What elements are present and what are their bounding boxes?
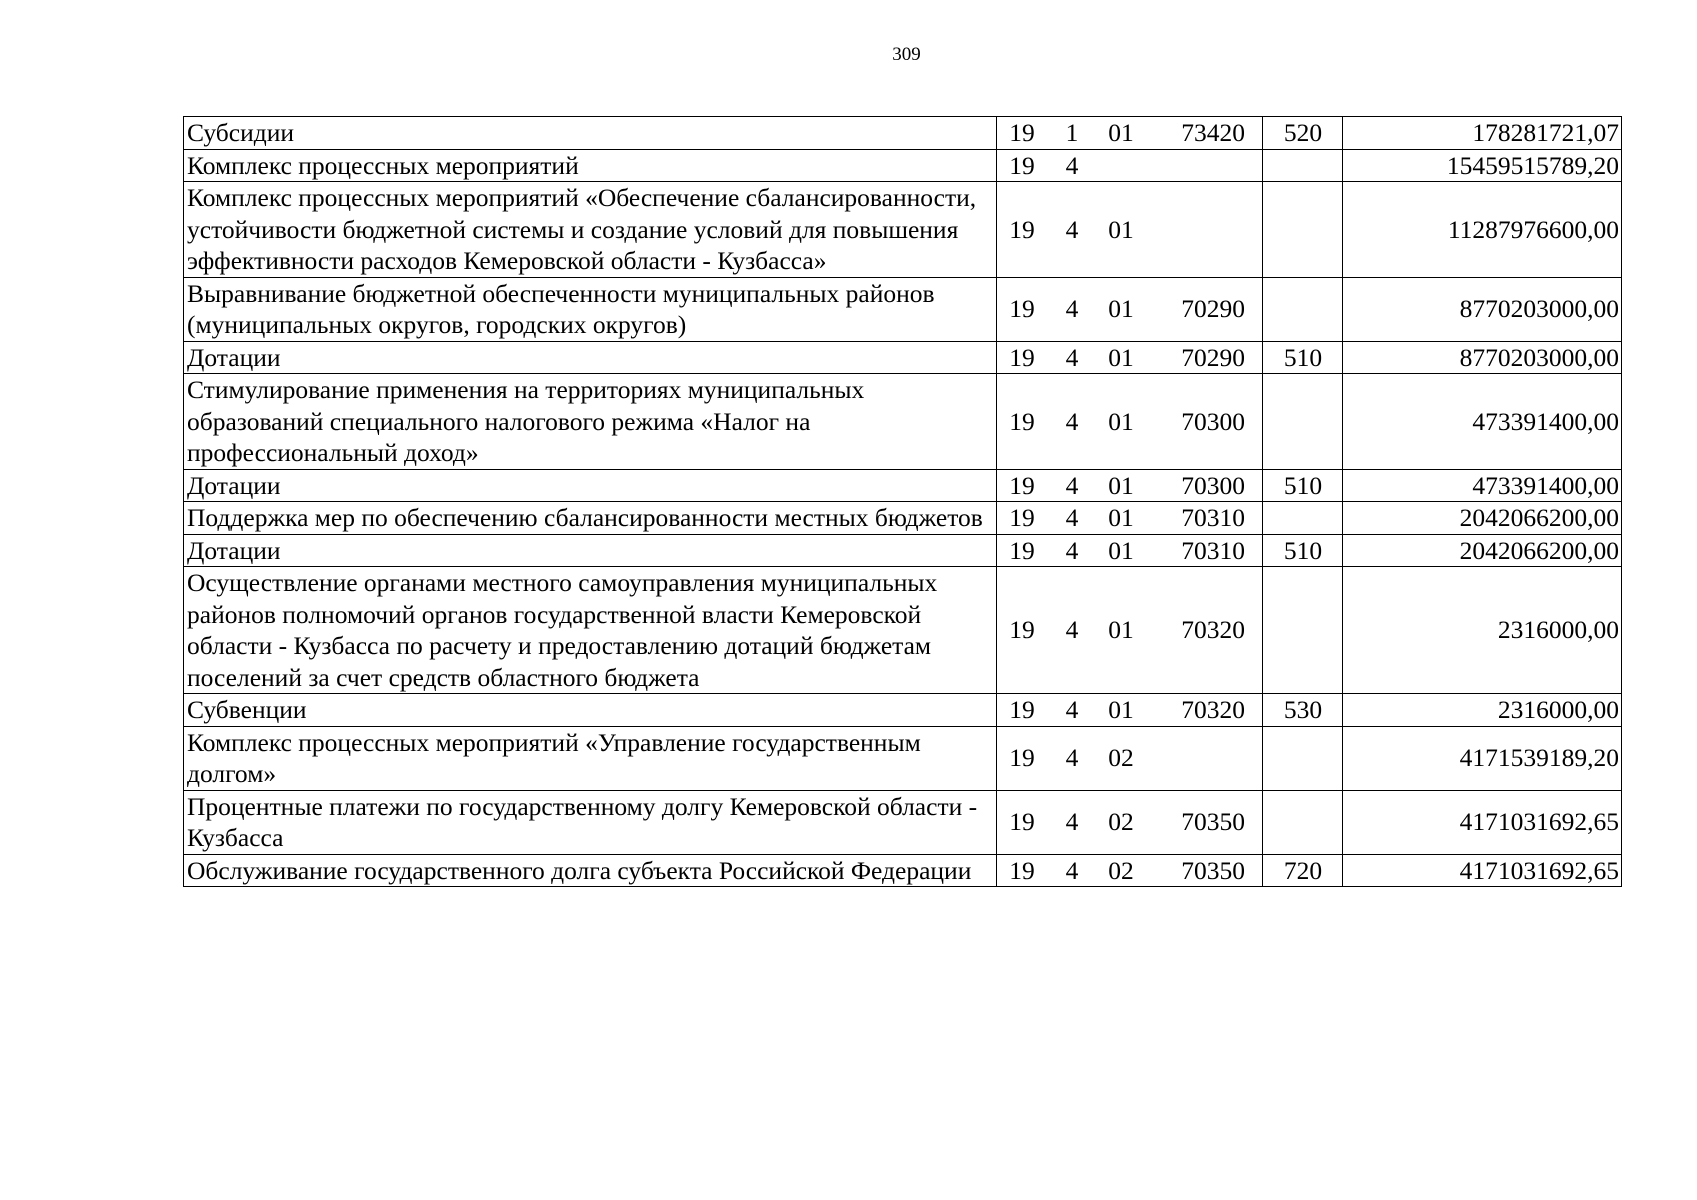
row-code-event: 01 bbox=[1108, 535, 1134, 565]
row-code-section: 19 bbox=[1009, 615, 1035, 645]
row-code-event: 01 bbox=[1108, 406, 1134, 436]
row-expense-type bbox=[1263, 790, 1343, 854]
row-code-section: 19 bbox=[1009, 535, 1035, 565]
row-code-subprogram: 4 bbox=[1065, 615, 1079, 645]
row-code-subprogram: 4 bbox=[1065, 406, 1079, 436]
table-row bbox=[184, 726, 1622, 790]
row-codes bbox=[997, 117, 1263, 150]
row-code-direction: 70350 bbox=[1181, 807, 1245, 837]
table-row bbox=[184, 341, 1622, 374]
table-row bbox=[184, 502, 1622, 535]
row-code-subprogram: 4 bbox=[1065, 807, 1079, 837]
row-name: Осуществление органами местного самоуправления муниципальных районов полномочий органов государственной власти Кемеровской области - Кузбасса по расчету и предоставлению дотаций бюджетам поселений за счет средств областного бюджета bbox=[184, 567, 997, 694]
row-code-direction: 70320 bbox=[1181, 695, 1245, 724]
row-name: Стимулирование применения на территориях муниципальных образований специального налогового режима «Налог на профессиональный доход» bbox=[184, 374, 997, 470]
row-codes bbox=[997, 341, 1263, 374]
row-code-subprogram: 4 bbox=[1065, 855, 1079, 885]
page-number: 309 bbox=[892, 44, 921, 65]
row-code-event: 01 bbox=[1108, 615, 1134, 645]
row-amount: 2042066200,00 bbox=[1343, 502, 1622, 535]
table-row bbox=[184, 182, 1622, 278]
row-code-subprogram: 4 bbox=[1065, 294, 1079, 324]
row-name: Комплекс процессных мероприятий «Управление государственным долгом» bbox=[184, 726, 997, 790]
row-code-direction: 70350 bbox=[1181, 855, 1245, 885]
row-expense-type: 720 bbox=[1263, 854, 1343, 887]
row-codes bbox=[997, 182, 1263, 278]
row-amount: 8770203000,00 bbox=[1343, 277, 1622, 341]
row-code-event: 01 bbox=[1108, 214, 1134, 244]
row-amount: 473391400,00 bbox=[1343, 374, 1622, 470]
row-code-subprogram: 4 bbox=[1065, 695, 1079, 724]
row-expense-type bbox=[1263, 277, 1343, 341]
row-amount: 2316000,00 bbox=[1343, 567, 1622, 694]
row-expense-type bbox=[1263, 182, 1343, 278]
row-code-subprogram: 4 bbox=[1065, 535, 1079, 565]
row-amount: 11287976600,00 bbox=[1343, 182, 1622, 278]
row-codes bbox=[997, 374, 1263, 470]
row-code-event: 01 bbox=[1108, 342, 1134, 372]
row-name: Комплекс процессных мероприятий «Обеспечение сбалансированности, устойчивости бюджетной системы и создание условий для повышения эффективности расходов Кемеровской области - Кузбасса» bbox=[184, 182, 997, 278]
row-code-event: 01 bbox=[1108, 695, 1134, 724]
table-row bbox=[184, 567, 1622, 694]
table-row bbox=[184, 149, 1622, 182]
row-code-direction: 70300 bbox=[1181, 406, 1245, 436]
row-name: Поддержка мер по обеспечению сбалансированности местных бюджетов bbox=[184, 502, 997, 535]
row-code-subprogram: 4 bbox=[1065, 214, 1079, 244]
row-amount: 15459515789,20 bbox=[1343, 149, 1622, 182]
row-code-subprogram: 4 bbox=[1065, 150, 1079, 180]
table-row bbox=[184, 374, 1622, 470]
row-code-event: 01 bbox=[1108, 470, 1134, 500]
row-code-direction: 73420 bbox=[1181, 118, 1245, 147]
table-row bbox=[184, 117, 1622, 150]
row-code-section: 19 bbox=[1009, 342, 1035, 372]
row-name: Выравнивание бюджетной обеспеченности муниципальных районов (муниципальных округов, городских округов) bbox=[184, 277, 997, 341]
row-name: Субсидии bbox=[184, 117, 997, 150]
row-expense-type: 510 bbox=[1263, 341, 1343, 374]
row-code-event: 02 bbox=[1108, 855, 1134, 885]
row-code-event: 02 bbox=[1108, 743, 1134, 773]
row-codes bbox=[997, 726, 1263, 790]
row-code-subprogram: 4 bbox=[1065, 503, 1079, 532]
row-expense-type: 510 bbox=[1263, 534, 1343, 567]
row-amount: 178281721,07 bbox=[1343, 117, 1622, 150]
row-amount: 4171539189,20 bbox=[1343, 726, 1622, 790]
row-codes bbox=[997, 790, 1263, 854]
row-expense-type: 520 bbox=[1263, 117, 1343, 150]
row-code-subprogram: 4 bbox=[1065, 743, 1079, 773]
row-code-section: 19 bbox=[1009, 503, 1035, 532]
row-code-direction: 70290 bbox=[1181, 342, 1245, 372]
row-code-section: 19 bbox=[1009, 406, 1035, 436]
row-amount: 4171031692,65 bbox=[1343, 854, 1622, 887]
row-code-section: 19 bbox=[1009, 150, 1035, 180]
row-expense-type bbox=[1263, 726, 1343, 790]
row-code-section: 19 bbox=[1009, 743, 1035, 773]
row-code-section: 19 bbox=[1009, 807, 1035, 837]
row-name: Дотации bbox=[184, 469, 997, 502]
row-codes bbox=[997, 502, 1263, 535]
row-name: Комплекс процессных мероприятий bbox=[184, 149, 997, 182]
row-name: Дотации bbox=[184, 341, 997, 374]
row-code-event: 01 bbox=[1108, 294, 1134, 324]
row-code-subprogram: 1 bbox=[1065, 118, 1079, 147]
row-name: Дотации bbox=[184, 534, 997, 567]
budget-table-body bbox=[184, 117, 1622, 887]
table-row bbox=[184, 469, 1622, 502]
row-code-event: 01 bbox=[1108, 118, 1134, 147]
row-name: Процентные платежи по государственному долгу Кемеровской области - Кузбасса bbox=[184, 790, 997, 854]
row-amount: 2042066200,00 bbox=[1343, 534, 1622, 567]
row-code-section: 19 bbox=[1009, 118, 1035, 147]
row-expense-type bbox=[1263, 149, 1343, 182]
row-expense-type: 510 bbox=[1263, 469, 1343, 502]
row-code-section: 19 bbox=[1009, 855, 1035, 885]
row-codes bbox=[997, 149, 1263, 182]
row-code-direction: 70310 bbox=[1181, 503, 1245, 532]
row-code-subprogram: 4 bbox=[1065, 470, 1079, 500]
row-code-section: 19 bbox=[1009, 695, 1035, 724]
row-amount: 2316000,00 bbox=[1343, 694, 1622, 727]
budget-table bbox=[183, 116, 1622, 887]
row-expense-type bbox=[1263, 567, 1343, 694]
row-code-subprogram: 4 bbox=[1065, 342, 1079, 372]
row-codes bbox=[997, 469, 1263, 502]
table-row bbox=[184, 694, 1622, 727]
row-code-section: 19 bbox=[1009, 214, 1035, 244]
row-expense-type bbox=[1263, 374, 1343, 470]
row-code-direction: 70290 bbox=[1181, 294, 1245, 324]
row-code-event: 01 bbox=[1108, 503, 1134, 532]
row-codes bbox=[997, 534, 1263, 567]
row-codes bbox=[997, 694, 1263, 727]
row-code-direction: 70310 bbox=[1181, 535, 1245, 565]
table-row bbox=[184, 534, 1622, 567]
row-name: Обслуживание государственного долга субъекта Российской Федерации bbox=[184, 854, 997, 887]
row-codes bbox=[997, 567, 1263, 694]
row-code-direction: 70320 bbox=[1181, 615, 1245, 645]
row-code-direction: 70300 bbox=[1181, 470, 1245, 500]
row-code-section: 19 bbox=[1009, 470, 1035, 500]
row-amount: 4171031692,65 bbox=[1343, 790, 1622, 854]
row-expense-type: 530 bbox=[1263, 694, 1343, 727]
row-codes bbox=[997, 854, 1263, 887]
table-row bbox=[184, 854, 1622, 887]
row-expense-type bbox=[1263, 502, 1343, 535]
row-code-event: 02 bbox=[1108, 807, 1134, 837]
table-row bbox=[184, 277, 1622, 341]
row-code-section: 19 bbox=[1009, 294, 1035, 324]
row-codes bbox=[997, 277, 1263, 341]
row-name: Субвенции bbox=[184, 694, 997, 727]
row-amount: 8770203000,00 bbox=[1343, 341, 1622, 374]
row-amount: 473391400,00 bbox=[1343, 469, 1622, 502]
table-row bbox=[184, 790, 1622, 854]
